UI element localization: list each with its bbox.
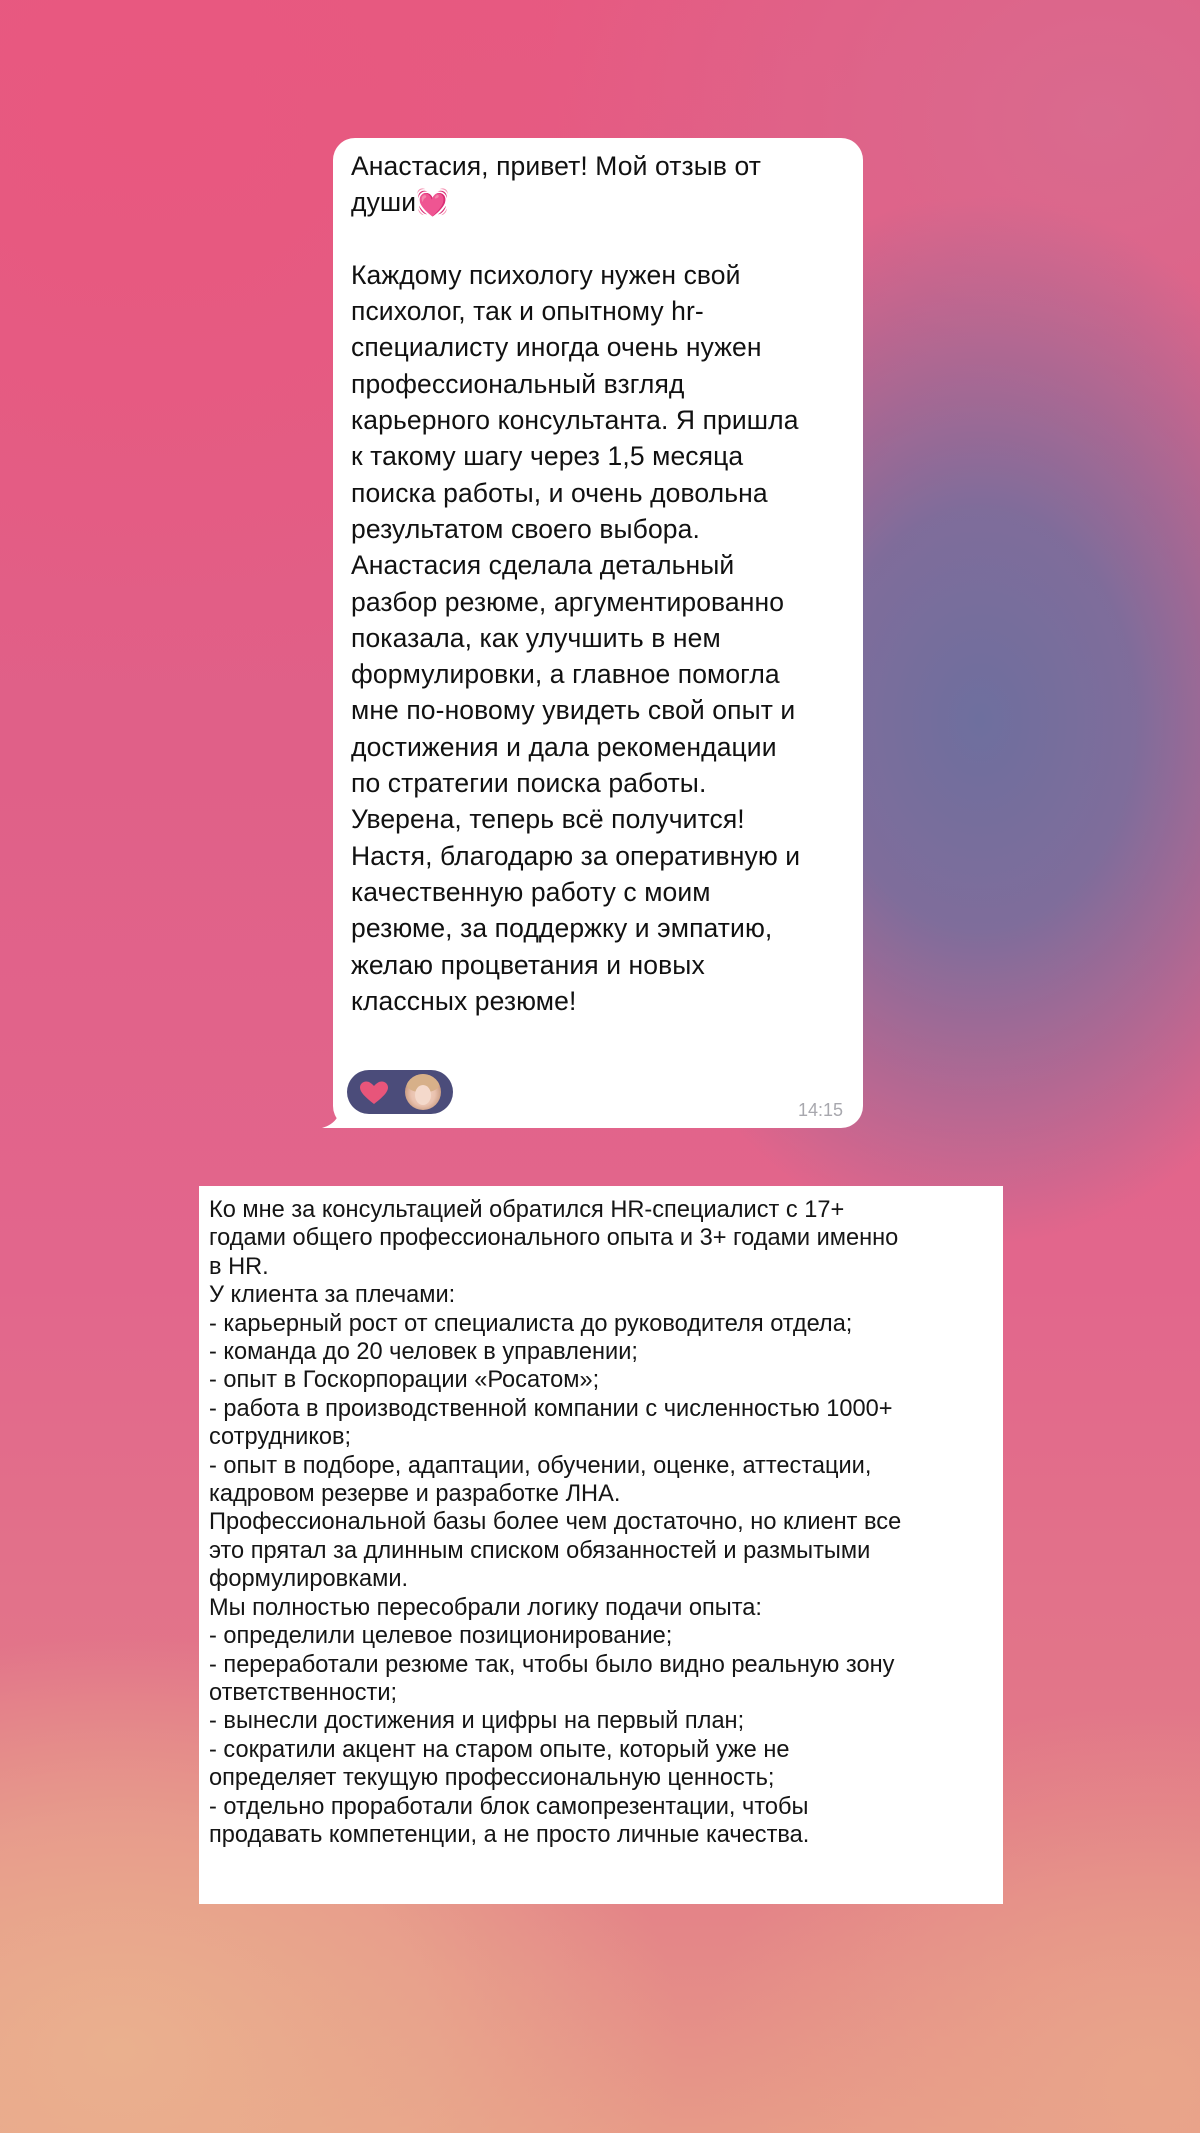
message-timestamp: 14:15 (797, 1100, 843, 1120)
message-text: Анастасия, привет! Мой отзыв от души💓 Каждому психологу нужен свой психолог, так и опытному hr- специалисту иногда очень нужен профессиональный взгляд карьерного консультанта. Я пришла к такому шагу через 1,5 месяца поиска работы, и очень довольна результатом своего выбора. Анастасия сделала детальный разбор резюме, аргументированно показала, как улучшить в нем формулировки, а главное помогла мне по-новому увидеть свой опыт и достижения и дала рекомендации по стратегии поиска работы. Уверена, теперь всё получится! Настя, благодарю за оперативную и качественную работу с моим резюме, за поддержку и эмпатию, желаю процветания и новых классных резюме! (351, 151, 801, 1016)
case-description-text: Ко мне за консультацией обратился HR-специалист с 17+ годами общего профессионального опыта и 3+ годами именно в HR. У клиента за плечами: - карьерный рост от специалиста до руководителя отдела; - команда до 20 человек в управлении; - опыт в Госкорпорации «Росатом»; - работа в производственной компании с численностью 1000+ сотрудников; - опыт в подборе, адаптации, обучении, оценке, аттестации, кадровом резерве и разработке ЛНА. Профессиональной базы более чем достаточно, но клиент все это прятал за длинным списком обязанностей и размытыми формулировками. Мы полностью пересобрали логику подачи опыта: - определили целевое позиционирование; - переработали резюме так, чтобы было видно реальную зону ответственности; - вынесли достижения и цифры на первый план; - сократили акцент на старом опыте, который уже не определяет текущую профессиональную ценность; - отдельно проработали блок самопрезентации, чтобы продавать компетенции, а не просто личные качества. (209, 1197, 902, 1848)
reactor-avatar[interactable] (405, 1074, 441, 1110)
heart-icon (359, 1081, 389, 1105)
reactions-pill[interactable] (347, 1070, 453, 1114)
case-description-card (199, 1186, 1003, 1904)
message-bubble[interactable] (333, 138, 863, 1128)
